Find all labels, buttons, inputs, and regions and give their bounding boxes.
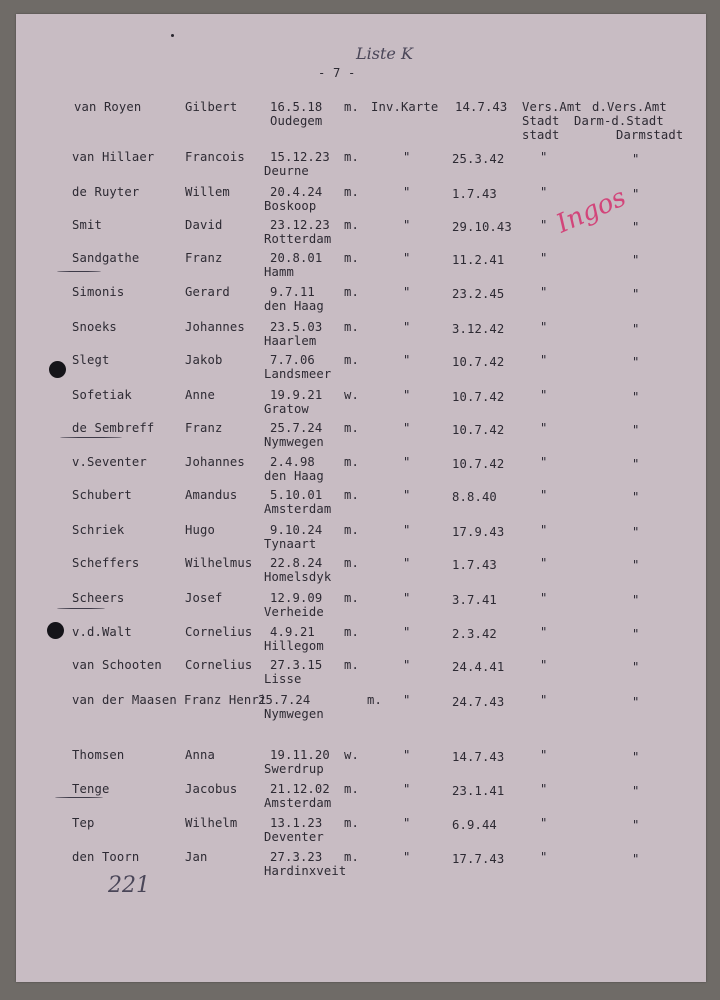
card-ditto: " [403,625,411,639]
sex: m. [344,421,359,435]
surname: de Sembreff [72,421,155,435]
entry-date: 29.10.43 [452,220,512,234]
card-ditto: " [403,816,411,830]
card-ditto: " [403,693,411,707]
card-ditto: " [403,150,411,164]
sex: m. [344,850,359,864]
birth-date: 7.7.06 [270,353,315,367]
birth-date: 27.3.15 [270,658,323,672]
ditto-mark: " [632,287,640,301]
sex: m. [344,455,359,469]
entry-date: 8.8.40 [452,490,497,504]
ditto-mark: " [632,593,640,607]
birthplace: Verheide [264,605,324,619]
ditto-mark: " [540,388,548,402]
card-ditto: " [403,591,411,605]
sex: m. [344,100,359,114]
underline-mark [55,797,103,798]
card-ditto: " [403,782,411,796]
surname: Tep [72,816,95,830]
sex: m. [344,150,359,164]
entry-date: 10.7.42 [452,423,505,437]
ditto-mark: " [540,150,548,164]
firstname: Cornelius [185,625,253,639]
firstname: Anna [185,748,215,762]
ditto-mark: " [632,457,640,471]
birthplace: Hamm [264,265,294,279]
sex: m. [344,816,359,830]
birth-date: 19.11.20 [270,748,330,762]
firstname: Amandus [185,488,238,502]
birthplace: Haarlem [264,334,317,348]
surname: Scheers [72,591,125,605]
underline-mark [60,437,122,438]
entry-date: 17.7.43 [452,852,505,866]
birth-date: 27.3.23 [270,850,323,864]
birth-date: 25.7.24 [258,693,311,707]
sex: w. [344,748,359,762]
bottom-note: 221 [108,873,150,898]
birthplace: Amsterdam [264,796,332,810]
sex: m. [344,218,359,232]
entry-date: 17.9.43 [452,525,505,539]
surname: de Ruyter [72,185,140,199]
surname: v.Seventer [72,455,147,469]
ditto-mark: " [540,185,548,199]
firstname: Anne [185,388,215,402]
surname: Scheffers [72,556,140,570]
ditto-mark: " [632,784,640,798]
ditto-mark: " [632,750,640,764]
firstname: Johannes [185,455,245,469]
entry-date: 24.4.41 [452,660,505,674]
card-ditto: " [403,658,411,672]
entry-date: 11.2.41 [452,253,505,267]
birthplace: Boskoop [264,199,317,213]
birthplace: den Haag [264,469,324,483]
ditto-mark: " [540,455,548,469]
birthplace: Oudegem [270,114,323,128]
birth-date: 4.9.21 [270,625,315,639]
sex: m. [367,693,382,707]
surname: Thomsen [72,748,125,762]
insurer-line: stadt [522,128,560,142]
entry-date: 2.3.42 [452,627,497,641]
birth-date: 16.5.18 [270,100,323,114]
sex: m. [344,523,359,537]
birthplace: Tynaart [264,537,317,551]
surname: Sofetiak [72,388,132,402]
birth-date: 9.7.11 [270,285,315,299]
card-ditto: " [403,850,411,864]
ditto-mark: " [632,490,640,504]
birthplace: Nymwegen [264,435,324,449]
sex: m. [344,320,359,334]
entry-date: 3.12.42 [452,322,505,336]
firstname: Wilhelm [185,816,238,830]
birthplace: Swerdrup [264,762,324,776]
punch-hole-top [49,361,66,378]
surname: den Toorn [72,850,140,864]
surname: Schriek [72,523,125,537]
margin-stamp: Ingos [552,182,631,240]
entry-date: 1.7.43 [452,558,497,572]
birthplace: Nymwegen [264,707,324,721]
surname: Slegt [72,353,110,367]
ditto-mark: " [540,748,548,762]
sex: m. [344,185,359,199]
birthplace: Hardinxveit [264,864,347,878]
firstname: Willem [185,185,230,199]
surname: v.d.Walt [72,625,132,639]
entry-date: 25.3.42 [452,152,505,166]
surname: Simonis [72,285,125,299]
birthplace: Deventer [264,830,324,844]
entry-date: 10.7.42 [452,355,505,369]
authority-line: Darmstadt [616,128,684,142]
ditto-mark: " [540,816,548,830]
firstname: Gerard [185,285,230,299]
ditto-mark: " [632,187,640,201]
birth-date: 23.5.03 [270,320,323,334]
birth-date: 15.12.23 [270,150,330,164]
firstname: Franz Henri [184,693,267,707]
entry-date: 14.7.43 [455,100,508,114]
birth-date: 25.7.24 [270,421,323,435]
entry-date: 23.2.45 [452,287,505,301]
card-ditto: " [403,421,411,435]
ditto-mark: " [540,591,548,605]
card-ditto: " [403,388,411,402]
surname: Sandgathe [72,251,140,265]
firstname: Francois [185,150,245,164]
entry-date: 3.7.41 [452,593,497,607]
surname: van Hillaer [72,150,155,164]
underline-mark [57,271,101,272]
firstname: Jan [185,850,208,864]
ink-mark [171,34,174,37]
entry-date: 1.7.43 [452,187,497,201]
ditto-mark: " [632,852,640,866]
insurer-line: Vers.Amt [522,100,582,114]
ditto-mark: " [540,218,548,232]
firstname: Johannes [185,320,245,334]
ditto-mark: " [632,660,640,674]
birth-date: 22.8.24 [270,556,323,570]
sex: m. [344,285,359,299]
entry-date: 14.7.43 [452,750,505,764]
birthplace: Deurne [264,164,309,178]
card-ditto: " [403,455,411,469]
firstname: Josef [185,591,223,605]
punch-hole-bottom [47,622,64,639]
entry-date: 10.7.42 [452,457,505,471]
birthplace: Amsterdam [264,502,332,516]
insurer-line: Stadt [522,114,560,128]
entry-date: 24.7.43 [452,695,505,709]
ditto-mark: " [540,625,548,639]
ditto-mark: " [540,421,548,435]
ditto-mark: " [632,390,640,404]
firstname: Cornelius [185,658,253,672]
authority-line: d.Vers.Amt [592,100,667,114]
authority-line: Darm-d.Stadt [574,114,664,128]
ditto-mark: " [632,322,640,336]
birth-date: 21.12.02 [270,782,330,796]
card-ditto: " [403,353,411,367]
surname: van Schooten [72,658,162,672]
sex: w. [344,388,359,402]
ditto-mark: " [540,782,548,796]
ditto-mark: " [540,693,548,707]
birth-date: 12.9.09 [270,591,323,605]
card-type: Inv.Karte [371,100,439,114]
card-ditto: " [403,556,411,570]
ditto-mark: " [540,320,548,334]
firstname: Franz [185,251,223,265]
surname: van der Maasen [72,693,177,707]
card-ditto: " [403,285,411,299]
birth-date: 20.4.24 [270,185,323,199]
birth-date: 13.1.23 [270,816,323,830]
firstname: David [185,218,223,232]
entry-date: 10.7.42 [452,390,505,404]
ditto-mark: " [540,251,548,265]
firstname: Jacobus [185,782,238,796]
birthplace: Rotterdam [264,232,332,246]
ditto-mark: " [632,627,640,641]
sex: m. [344,251,359,265]
birthplace: Gratow [264,402,309,416]
card-ditto: " [403,218,411,232]
card-ditto: " [403,748,411,762]
ditto-mark: " [632,818,640,832]
ditto-mark: " [540,556,548,570]
entry-date: 23.1.41 [452,784,505,798]
birth-date: 19.9.21 [270,388,323,402]
sex: m. [344,488,359,502]
firstname: Hugo [185,523,215,537]
firstname: Gilbert [185,100,238,114]
birth-date: 9.10.24 [270,523,323,537]
surname: Smit [72,218,102,232]
ditto-mark: " [540,523,548,537]
birthplace: Homelsdyk [264,570,332,584]
birthplace: den Haag [264,299,324,313]
firstname: Wilhelmus [185,556,253,570]
card-ditto: " [403,185,411,199]
surname: Tenge [72,782,110,796]
ditto-mark: " [632,423,640,437]
card-ditto: " [403,488,411,502]
underline-mark [57,608,105,609]
birthplace: Landsmeer [264,367,332,381]
surname: Snoeks [72,320,117,334]
ditto-mark: " [540,353,548,367]
firstname: Jakob [185,353,223,367]
surname: Schubert [72,488,132,502]
ditto-mark: " [540,285,548,299]
ditto-mark: " [632,220,640,234]
ditto-mark: " [540,658,548,672]
card-ditto: " [403,251,411,265]
sex: m. [344,658,359,672]
ditto-mark: " [632,525,640,539]
sex: m. [344,782,359,796]
card-ditto: " [403,523,411,537]
ditto-mark: " [540,850,548,864]
birthplace: Hillegom [264,639,324,653]
birth-date: 5.10.01 [270,488,323,502]
ditto-mark: " [632,558,640,572]
page-number: - 7 - [318,66,356,80]
list-note: Liste K [356,44,413,63]
sex: m. [344,591,359,605]
ditto-mark: " [632,152,640,166]
ditto-mark: " [632,355,640,369]
birth-date: 20.8.01 [270,251,323,265]
birth-date: 2.4.98 [270,455,315,469]
firstname: Franz [185,421,223,435]
card-ditto: " [403,320,411,334]
sex: m. [344,353,359,367]
ditto-mark: " [540,488,548,502]
entry-date: 6.9.44 [452,818,497,832]
ditto-mark: " [632,695,640,709]
birthplace: Lisse [264,672,302,686]
sex: m. [344,556,359,570]
surname: van Royen [74,100,142,114]
ditto-mark: " [632,253,640,267]
birth-date: 23.12.23 [270,218,330,232]
sex: m. [344,625,359,639]
